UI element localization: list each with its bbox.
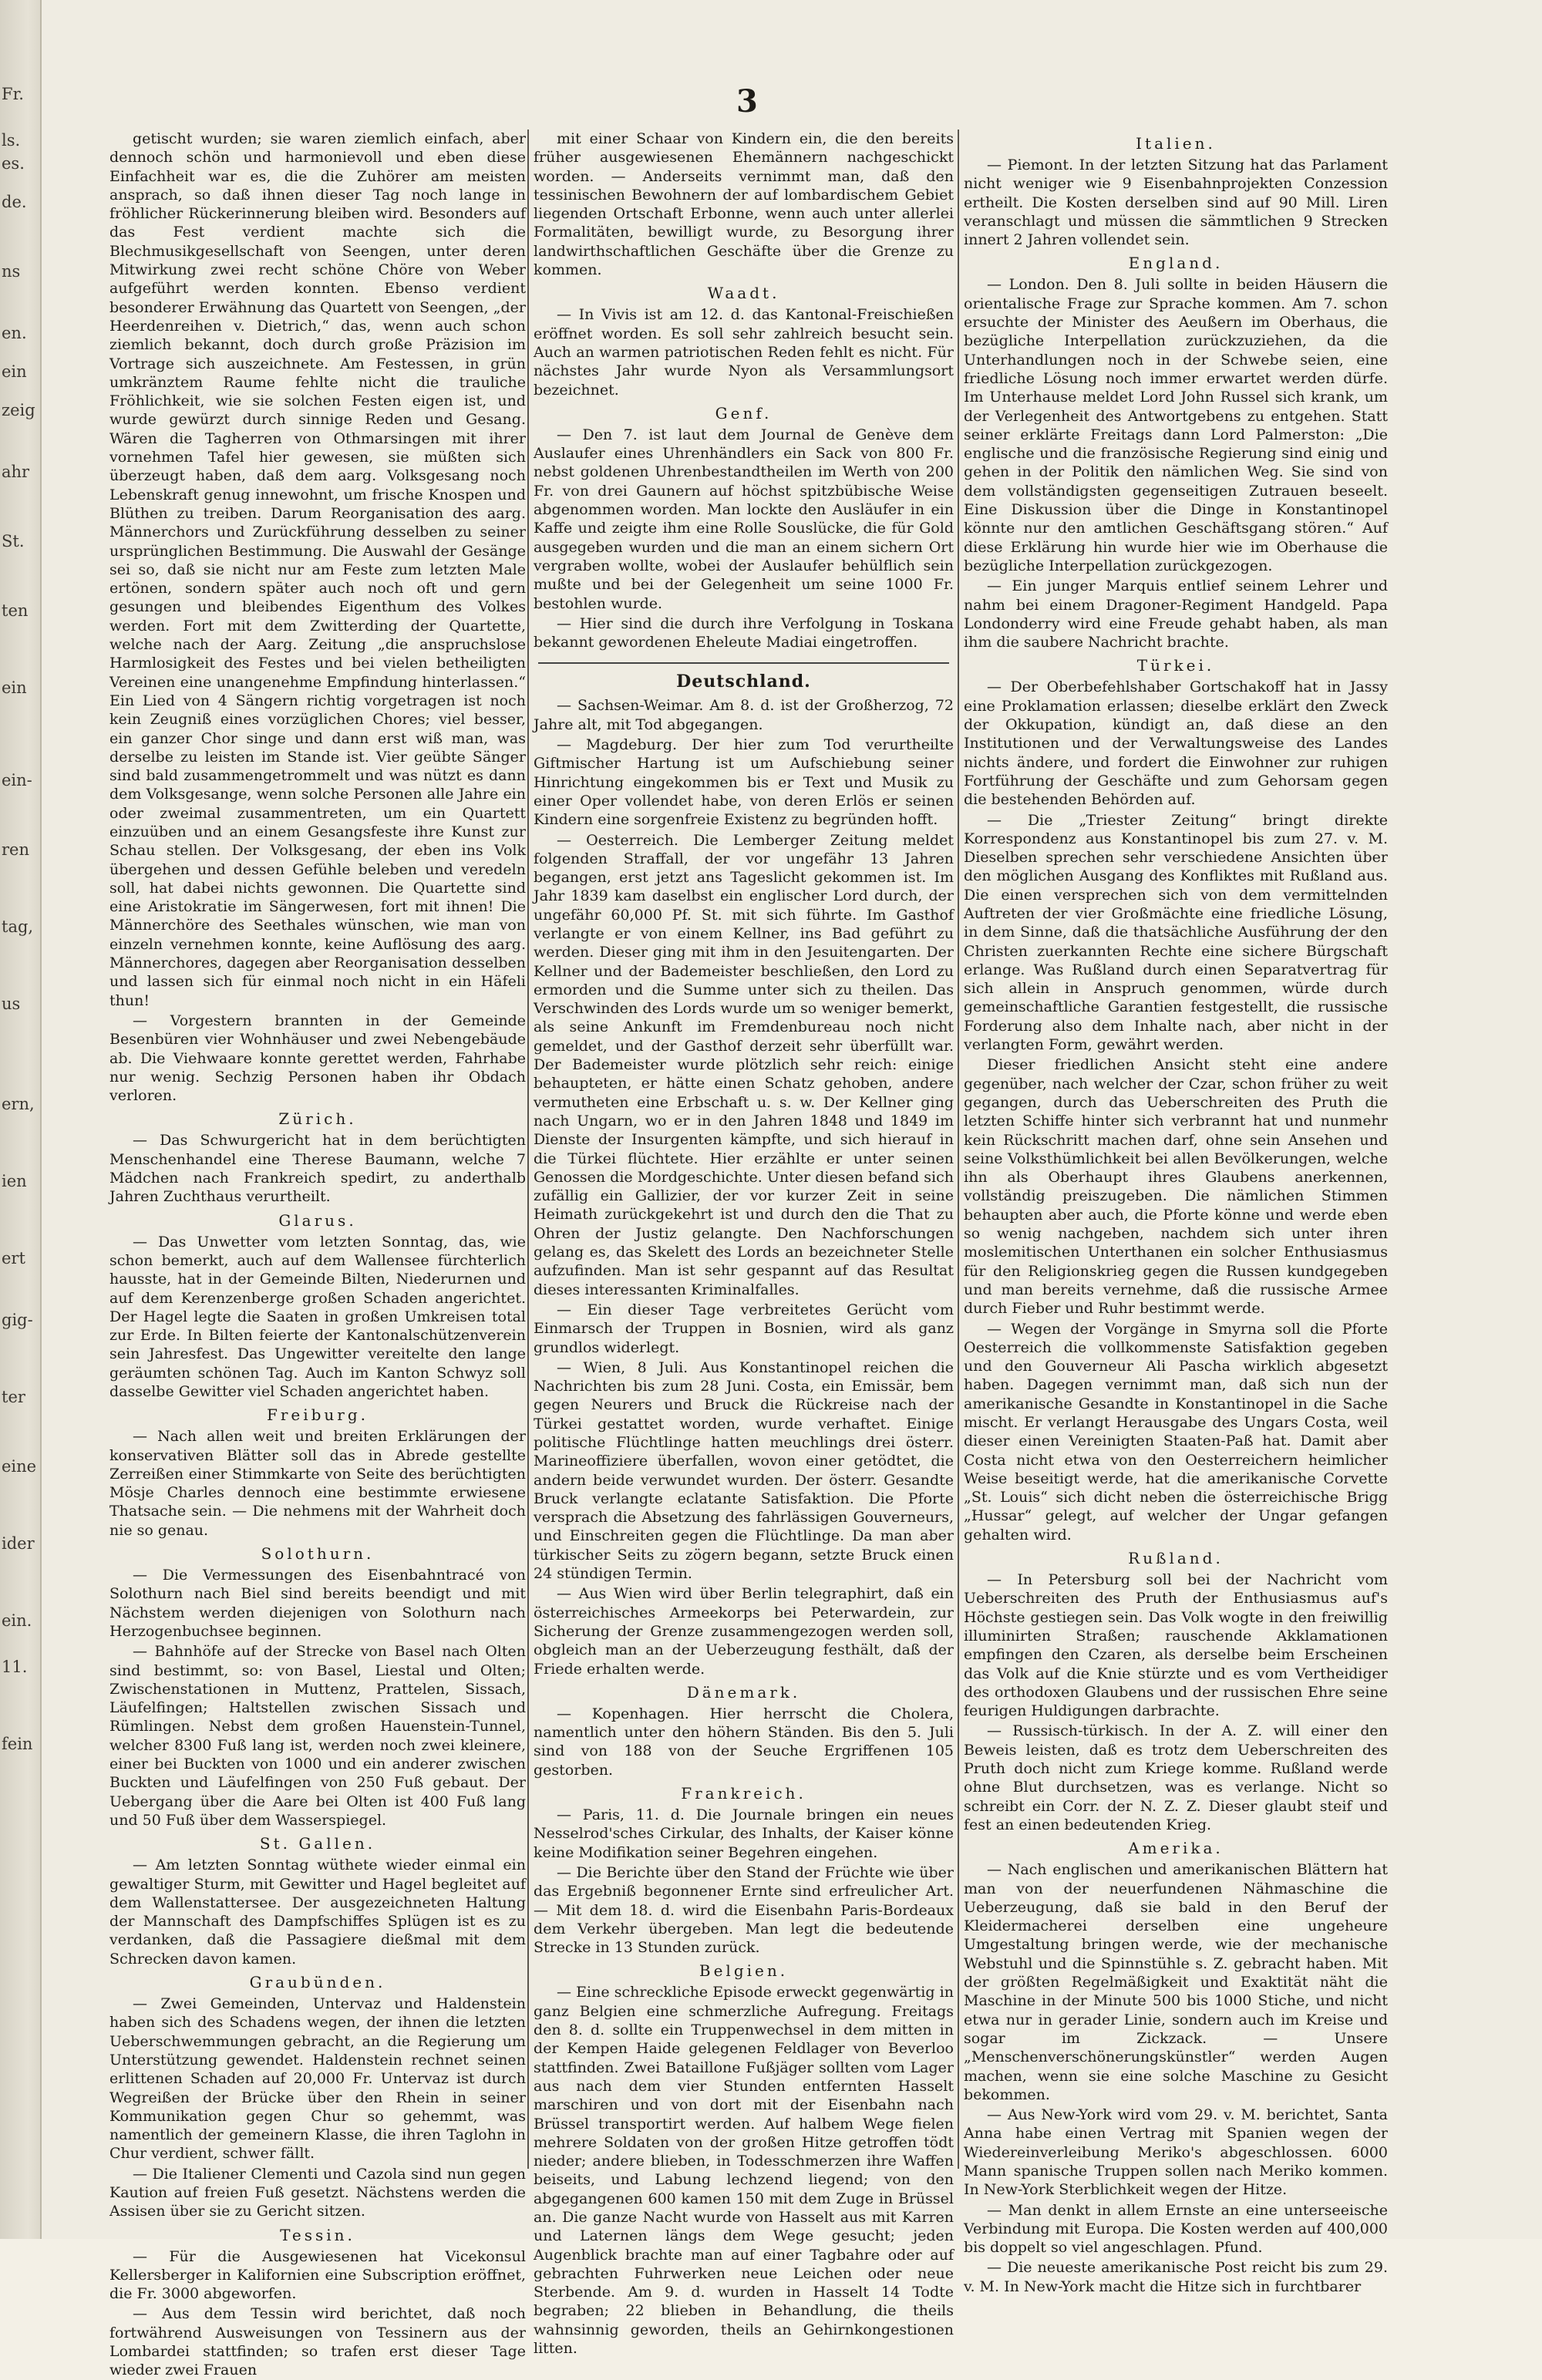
section-divider [538, 662, 949, 664]
article-paragraph: — Die „Triester Zeitung“ bringt direkte Korrespondenz aus Konstantinopel bis zum 27. v. M. Dieselben sprechen sehr verschiedene Ansichten über den möglichen Ausgang des Konfliktes mit Rußland aus. Die einen versprechen sich von dem vermittelnden Auftreten der vier Großmächte eine friedliche Lösung, in dem Sinne, daß die thatsächliche Ausführung der den Christen zuerkannten Rechte eine sichere Bürgschaft erlange. Was Rußland durch einen Separatvertrag für sich allein in Anspruch genommen, würde durch gemeinschaftliche Garantien festgestellt, die russische Forderung also dem Inhalte nach, aber nicht in der verlangten Form, gewährt werden. [964, 811, 1388, 1054]
page-number: 3 [736, 83, 758, 120]
section-heading: England. [1128, 254, 1224, 273]
article-paragraph: — Der Oberbefehlshaber Gortschakoff hat in Jassy eine Proklamation erlassen; dieselbe erklärt den Zweck der Okkupation, kündigt an, daß diese an den Institutionen und der Verwaltungsweise des Landes nichts ändere, und fordert die Einwohner zur ruhigen Fortführung der Geschäfte und zum Gehorsam gegen die bestehenden Behörden auf. [964, 678, 1388, 809]
column-rule [527, 130, 529, 2169]
article-paragraph: — London. Den 8. Juli sollte in beiden Häusern die orientalische Frage zur Sprache kommen. Am 7. schon ersuchte der Minister des Aeußern im Oberhaus, die bezügliche Interpellation zurückzuziehen, da die Unterhandlungen noch in der Schwebe seien, eine friedliche Lösung noch immer erwartet werden dürfe. Im Unterhause meldet Lord John Russel sich krank, um der Verlegenheit des Antwortgebens zu entgehen. Statt seiner erklärte Freitags dann Lord Palmerston: „Die englische und die französische Regierung sind einig und gehen in der Politik den nämlichen Weg. Sie sind von dem vollständigsten gegenseitigen Zutrauen beseelt. Eine Diskussion über die Dinge in Konstantinopel könnte nur den amtlichen Geschäftsgang stören.“ Auf diese Erklärung hin wurde hier wie im Oberhause die bezügliche Interpellation zurückgezogen. [964, 276, 1388, 574]
article-paragraph: — In Vivis ist am 12. d. das Kantonal-Freischießen eröffnet worden. Es soll sehr zahlreich besucht sein. Auch an warmen patriotischen Reden fehlt es nicht. Für nächstes Jahr wurde Nyon als Versammlungsort bezeichnet. [534, 306, 954, 399]
section-heading: Zürich. [278, 1109, 357, 1129]
article-paragraph: — Die Berichte über den Stand der Früchte wie über das Ergebniß begonnener Ernte sind erfreulicher Art. — Mit dem 18. d. wird die Eisenbahn Paris-Bordeaux dem Verkehr übergeben. Man legt die bedeutende Strecke in 13 Stunden zurück. [534, 1863, 954, 1957]
column-rule [958, 130, 959, 2169]
article-paragraph: — Nach englischen und amerikanischen Blättern hat man von der neuerfundenen Nähmaschine die Ueberzeugung, daß sie bald in den Beruf der Kleidermacherei derselben eine ungeheure Umgestaltung bringen werde, wie der mechanische Webstuhl und die Spinnstühle s. Z. gebracht haben. Mit der größten Regelmäßigkeit und Exaktität näht die Maschine in der Minute 500 bis 1000 Stiche, und nicht etwa nur in gerader Linie, sondern auch im Kreise und sogar im Zickzack. — Unsere „Menschenverschönerungskünstler“ werden Augen machen, wenn sie eine solche Maschine zu Gesicht bekommen. [964, 1861, 1388, 2103]
article-paragraph: — Aus New-York wird vom 29. v. M. berichtet, Santa Anna habe einen Vertrag mit Spanien wegen der Wiedereinverleibung Meriko's abgeschlossen. 6000 Mann spanische Truppen sollen nach Meriko kommen. In New-York Sterblichkeit wegen der Hitze. [964, 2106, 1388, 2199]
column-2 [534, 130, 954, 2358]
margin-fragment: tag, [2, 917, 34, 936]
article-paragraph: — Die Italiener Clementi und Cazola sind nun gegen Kaution auf freien Fuß gesetzt. Nächstens werden die Assisen über sie zu Gericht sitzen. [109, 2165, 526, 2220]
margin-fragment: ns [2, 262, 21, 281]
section-heading: Freiburg. [266, 1405, 369, 1425]
margin-fragment: eine [2, 1457, 37, 1476]
article-paragraph: — Zwei Gemeinden, Untervaz und Haldenstein haben sich des Schadens wegen, der ihnen die letzten Ueberschwemmungen gebracht, an die Regierung um Unterstützung gewendet. Haldenstein rechnet seinen erlittenen Schaden auf 20,000 Fr. Untervaz ist durch Wegreißen der Brücke über den Rhein in seiner Kommunikation gegen Chur so gehemmt, was namentlich der gemeinern Klasse, die ihren Taglohn in Chur verdient, schwer fällt. [109, 1995, 526, 2163]
article-paragraph: — Das Unwetter vom letzten Sonntag, das, wie schon bemerkt, auch auf dem Wallensee fürchterlich hausste, hat in der Gemeinde Bilten, Niederurnen und auf dem Kerenzenberge großen Schaden angerichtet. Der Hagel legte die Saaten in großen Umkreisen total zur Erde. In Bilten feierte der Kantonalschützenverein sein Jahresfest. Das Ungewitter vereitelte den lange geräumten schönen Tag. Auch im Kanton Schwyz soll dasselbe Gewitter viel Schaden angerichtet haben. [109, 1233, 526, 1400]
article-paragraph: — Den 7. ist laut dem Journal de Genève dem Auslaufer eines Uhrenhändlers ein Sack von 800 Fr. nebst goldenen Uhrenbestandtheilen im Werth von 200 Fr. von drei Gaunern auf höchst spitzbübische Weise abgenommen worden. Man lockte den Ausläufer in ein Kaffe und zeigte ihm eine Rolle Souslücke, die für Gold ausgegeben wurden und die man an einem sichern Ort vergraben wollte, wobei der Auslaufer behülflich sein mußte und bei der Gelegenheit um seine 1000 Fr. bestohlen wurde. [534, 426, 954, 612]
article-paragraph: — Aus dem Tessin wird berichtet, daß noch fortwährend Ausweisungen von Tessinern aus der Lombardei stattfinden; so trafen erst dieser Tage wieder zwei Frauen [109, 2305, 526, 2379]
margin-fragment: ein [2, 678, 27, 697]
article-paragraph: — Nach allen weit und breiten Erklärungen der konservativen Blätter soll das in Abrede gestellte Zerreißen einer Stimmkarte von Seite des berüchtigten Mösje Charles dennoch eine bestimmte erwiesene Thatsache sein. — Die nehmens mit der Wahrheit doch nie so genau. [109, 1428, 526, 1539]
section-heading: Deutschland. [676, 672, 811, 692]
column-3 [964, 130, 1388, 2295]
margin-fragment: ien [2, 1172, 27, 1190]
article-paragraph: — Aus Wien wird über Berlin telegraphirt, daß ein österreichisches Armeekorps bei Peterwardein, zur Sicherung der Grenze zusammengezogen werden soll, obgleich man an der Ueberzeugung festhält, daß der Friede erhalten werde. [534, 1585, 954, 1678]
article-paragraph: — Die neueste amerikanische Post reicht bis zum 29. v. M. In New-York macht die Hitze sich in furchtbarer [964, 2259, 1388, 2295]
section-heading: Glarus. [278, 1210, 357, 1230]
article-paragraph: — Man denkt in allem Ernste an eine unterseeische Verbindung mit Europa. Die Kosten werden auf 400,000 bis doppelt so viel angeschlagen. Pfund. [964, 2201, 1388, 2257]
article-paragraph: — Hier sind die durch ihre Verfolgung in Toskana bekannt gewordenen Eheleute Madiai eingetroffen. [534, 614, 954, 651]
section-heading: Belgien. [699, 1961, 789, 1981]
margin-fragment: de. [2, 193, 27, 211]
section-heading: Italien. [1136, 134, 1216, 153]
margin-fragment: ein. [2, 1611, 32, 1630]
section-heading: Waadt. [707, 284, 780, 303]
column-1 [109, 130, 526, 2379]
article-paragraph: getischt wurden; sie waren ziemlich einfach, aber dennoch schön und harmonievoll und eben diese Einfachheit war es, die die Zuhörer am meisten ansprach, so daß ihnen dieser Tag noch lange in fröhlicher Rückerinnerung bleiben wird. Besonders auf das Fest verdient machte sich die Blechmusikgesellschaft von Seengen, unter deren Mitwirkung zwei recht schöne Chöre von Weber aufgeführt werden konnten. Ebenso verdient besonderer Erwähnung das Quartett von Seengen, „der Heerdenreihen v. Dietrich,“ das, wenn auch schon ziemlich bekannt, doch durch große Präzision im Vortrage sich auszeichnete. Am Festessen, in grün umkränztem Raume fehlte nicht die trauliche Fröhlichkeit, wie sie solchen Festen eigen ist, und wurde gewürzt durch sinnige Reden und Gesang. Wären die Tagherren von Othmarsingen mit ihrer vornehmen Tafel hier gewesen, sie müßten sich überzeugt haben, daß dem aarg. Volksgesang noch Lebenskraft genug innewohnt, um frische Knospen und Blüthen zu treiben. Darum Reorganisation des aarg. Männerchors und Zurückführung desselben zu seiner ursprünglichen Bestimmung. Die Auswahl der Gesänge sei so, daß sie nicht nur am Feste zum letzten Male ertönen, sondern später auch noch oft und gern gesungen und bleibendes Eigenthum des Volkes werden. Fort mit dem Zwitterding der Quartette, welche nach der Aarg. Zeitung „die anspruchslose Harmlosigkeit des Festes und bei vielen betheiligten Vereinen eine unangenehme Empfindung hinterlassen.“ Ein Lied von 4 Sängern richtig vorgetragen ist noch kein Zeugniß eines vorzüglichen Chores; viel besser, ein ganzer Chor singe und dann erst wiß man, was derselbe zu leisten im Stande ist. Vier geübte Sänger sind bald zusammengetrommelt und was nützt es dann dem Volksgesange, wenn solche Personen alle Jahre ein oder zweimal zusammentreten, um ein Quartett einzuüben und an einem Gesangsfeste ihre Kunst zur Schau stellen. Der Volksgesang, der eben ins Volk übergehen und dessen Gefühle beleben und veredeln soll, hat dabei nichts gewonnen. Die Quartette sind eine Aristokratie im Sängerwesen, fort mit ihnen! Die Männerchöre des Seethales wünschen, wie man von einzeln vernehmen konnte, keine Auflösung des aarg. Männerchores, dagegen aber Reorganisation desselben und lassen sich für einmal noch nicht in ein Häfeli thun! [109, 130, 526, 1009]
section-heading: Graubünden. [249, 1973, 386, 1992]
article-paragraph: — Wegen der Vorgänge in Smyrna soll die Pforte Oesterreich die vollkommenste Satisfaktion gegeben und den Gouverneur Ali Pascha wirklich abgesetzt haben. Dagegen vernimmt man, daß sich nun der amerikanische Gesandte in Konstantinopel in die Sache mischt. Er verlangt Herausgabe des Ungars Costa, weil dieser einen Vereinigten Staaten-Paß hat. Damit aber Costa nicht etwa von den Oesterreichern heimlicher Weise beseitigt werde, hat die amerikanische Corvette „St. Louis“ sich dicht neben die österreichische Brigg „Hussar“ gelegt, auf welcher der Ungar gefangen gehalten wird. [964, 1320, 1388, 1543]
margin-fragment: ls. [2, 131, 21, 150]
article-paragraph: — In Petersburg soll bei der Nachricht vom Ueberschreiten des Pruth der Enthusiasmus auf's Höchste gestiegen sein. Das Volk wogte in den freiwillig illuminirten Straßen; rauschende Akklamationen empfingen den Czaren, als derselbe beim Erscheinen das Volk auf die Knie stürzte und es vom Vertheidiger des orthodoxen Glaubens und der russischen Ehre seine feurigen Huldigungen darbrachte. [964, 1571, 1388, 1720]
article-paragraph: — Die Vermessungen des Eisenbahntracé von Solothurn nach Biel sind bereits beendigt und mit Nächstem werden diejenigen von Solothurn nach Herzogenbuchsee beginnen. [109, 1567, 526, 1640]
previous-page-edge [0, 0, 42, 2239]
article-paragraph: — Magdeburg. Der hier zum Tod verurtheilte Giftmischer Hartung ist um Aufschiebung seiner Hinrichtung eingekommen bis er Text und Musik zu einer Oper vollendet habe, von deren Erlös er seinen Kindern eine sorgenfreie Existenz zu begründen hofft. [534, 736, 954, 829]
section-heading: Amerika. [1128, 1839, 1224, 1858]
margin-fragment: ten [2, 601, 29, 620]
margin-fragment: zeig [2, 401, 35, 419]
section-heading: Solothurn. [261, 1544, 375, 1564]
section-heading: St. Gallen. [259, 1834, 376, 1853]
article-paragraph: — Ein dieser Tage verbreitetes Gerücht vom Einmarsch der Truppen in Bosnien, wird als ganz grundlos widerlegt. [534, 1301, 954, 1356]
margin-fragment: ahr [2, 463, 30, 481]
article-paragraph: — Oesterreich. Die Lemberger Zeitung meldet folgenden Straffall, der vor ungefähr 13 Jahren begangen, erst jetzt ans Tageslicht gekommen ist. Im Jahr 1839 kam daselbst ein englischer Lord durch, der ungefähr 60,000 Pf. St. mit sich führte. Im Gasthof verlangte er von einem Kellner, ins Bad geführt zu werden. Dieser ging mit ihm in den Jesuitengarten. Der Kellner und der Bademeister beschließen, den Lord zu ermorden und die Summe unter sich zu theilen. Das Verschwinden des Lords wurde um so weniger bemerkt, als seine Ankunft im Fremdenbureau noch nicht gemeldet, und der Gasthof derzeit sehr überfüllt war. Der Bademeister wurde plötzlich sehr reich: einige behaupteten, er hätte einen Schatz gehoben, andere vermutheten eine Erbschaft u. s. w. Der Kellner ging nach Ungarn, wo er in den Jahren 1848 und 1849 im Dienste der Insurgenten kämpfte, und sich hierauf in die Türkei flüchtete. Hier erzählte er unter seinen Genossen die Mordgeschichte. Unter diesen befand sich zufällig ein Gallizier, der vor kurzer Zeit in seine Heimath zurückgekehrt ist und durch den die That zu Ohren der Justiz gelangte. Den Nachforschungen gelang es, das Skelett des Lords an bezeichneter Stelle aufzufinden. Man ist sehr gespannt auf das Resultat dieses interessanten Kriminalfalles. [534, 831, 954, 1298]
article-paragraph: — Eine schreckliche Episode erweckt gegenwärtig in ganz Belgien eine schmerzliche Aufregung. Freitags den 8. d. sollte ein Truppenwechsel in dem mitten in der Kempen Haide gelegenen Feldlager von Beverloo stattfinden. Zwei Bataillone Fußjäger sollten vom Lager aus nach dem vier Stunden entfernten Hasselt marschiren und von dort mit der Eisenbahn nach Brüssel transportirt werden. Auf halbem Wege fielen mehrere Soldaten von der großen Hitze getroffen tödt nieder; andere blieben, in Todesschmerzen ihre Waffen beiseits, und Labung lechzend liegend; von den abgegangenen 600 kamen 150 mit dem Zuge in Brüssel an. Die ganze Nacht wurde von Hasselt aus mit Karren und Laternen längs dem Wege gesucht; jeden Augenblick brachte man auf einer Tagbahre oder auf gebrachten Fuhrwerken neue Leichen oder neue Sterbende. Am 9. d. wurden in Hasselt 14 Todte begraben; 22 blieben in Behandlung, die theils wahnsinnig geworden, theils an Gehirnkongestionen litten. [534, 1984, 954, 2358]
section-heading: Tessin. [280, 2225, 355, 2244]
margin-fragment: ein [2, 362, 27, 381]
margin-fragment: ein- [2, 771, 32, 789]
article-paragraph: — Bahnhöfe auf der Strecke von Basel nach Olten sind bestimmt, so: von Basel, Liestal und Olten; Zwischenstationen in Muttenz, Prattelen, Sissach, Läufelfingen; Haltstellen zwischen Sissach und Rümlingen. Nebst dem großen Hauenstein-Tunnel, welcher 8300 Fuß lang ist, werden noch zwei kleinere, einer bei Buckten von 1000 und ein anderer zwischen Buckten und Läufelfingen von 250 Fuß gebaut. Der Uebergang über die Aare bei Olten ist 400 Fuß lang und 50 Fuß über dem Wasserspiegel. [109, 1643, 526, 1829]
margin-fragment: Fr. [2, 85, 24, 103]
article-paragraph: — Das Schwurgericht hat in dem berüchtigten Menschenhandel eine Therese Baumann, welche 7 Mädchen nach Frankreich spedirt, zu anderthalb Jahren Zuchthaus verurtheilt. [109, 1132, 526, 1206]
section-heading: Dänemark. [686, 1682, 801, 1702]
margin-fragment: ter [2, 1388, 25, 1406]
article-paragraph: — Wien, 8 Juli. Aus Konstantinopel reichen die Nachrichten bis zum 28 Juni. Costa, ein Emissär, bem gegen Neurers und Bruck die Rückreise nach der Türkei gestattet worden, wurde verhaftet. Einige politische Flüchtlinge hatten meuchlings drei österr. Marineoffiziere überfallen, wovon einer getödtet, die andern beide verwundet wurden. Der österr. Gesandte Bruck verlangte eclatante Satisfaktion. Die Pforte versprach die Absetzung des fahrlässigen Gouverneurs, und Einschreiten gegen die Flüchtlinge. Da man aber türkischer Seits zu zögern begann, setzte Bruck einen 24 stündigen Termin. [534, 1358, 954, 1583]
article-paragraph: — Ein junger Marquis entlief seinem Lehrer und nahm bei einem Dragoner-Regiment Handgeld. Papa Londonderry wird eine Freude gehabt haben, als man ihm die saubere Nachricht brachte. [964, 577, 1388, 651]
article-paragraph: — Russisch-türkisch. In der A. Z. will einer den Beweis leisten, daß es trotz dem Ueberschreiten des Pruth doch nicht zum Kriege komme. Rußland werde ohne Blut durchsetzen, was es verlange. Nicht so schreibt ein Corr. der N. Z. Z. Dieser glaubt steif und fest an einen bedeutenden Krieg. [964, 1722, 1388, 1833]
margin-fragment: fein [2, 1735, 33, 1753]
margin-fragment: St. [2, 532, 25, 550]
article-paragraph: mit einer Schaar von Kindern ein, die den bereits früher ausgewiesenen Ehemännern nachgeschickt worden. — Anderseits vernimmt man, daß den tessinischen Bewohnern der auf lombardischem Gebiet liegenden Ortschaft Erbonne, wenn auch unter allerlei Formalitäten, bewilligt wurde, zu Besorgung ihrer landwirthschaftlichen Geschäfte über die Grenze zu kommen. [534, 130, 954, 279]
margin-fragment: ern, [2, 1095, 35, 1113]
margin-fragment: us [2, 995, 21, 1013]
margin-fragment: ider [2, 1534, 35, 1553]
article-paragraph: Dieser friedlichen Ansicht steht eine andere gegenüber, nach welcher der Czar, schon früher zu weit gegangen, durch das Ueberschreiten des Pruth die letzten Schiffe hinter sich verbrannt hat und nunmehr kein Rückschritt machen darf, ohne sein Ansehen und seine Volksthümlichkeit bei allen Bevölkerungen, welche ihn als Oberhaupt ihres Glaubens anerkennen, vollständig preiszugeben. Die nämlichen Stimmen behaupten aber auch, die Pforte könne und werde eben so wenig nachgeben, nachdem sich unter ihren moslemitischen Unterthanen ein solcher Enthusiasmus für den Religionskrieg gegen die Russen kundgegeben und man bereits vernehme, daß die russische Armee durch Fieber und Ruhr bestimmt werde. [964, 1056, 1388, 1318]
section-heading: Rußland. [1128, 1549, 1224, 1568]
article-paragraph: — Paris, 11. d. Die Journale bringen ein neues Nesselrod'sches Cirkular, des Inhalts, der Kaiser könne keine Modifikation seiner Begehren eingehen. [534, 1806, 954, 1861]
article-paragraph: — Für die Ausgewiesenen hat Vicekonsul Kellersberger in Kalifornien eine Subscription eröffnet, die Fr. 3000 abgeworfen. [109, 2247, 526, 2303]
margin-fragment: ert [2, 1249, 25, 1267]
article-paragraph: — Kopenhagen. Hier herrscht die Cholera, namentlich unter den höhern Ständen. Bis den 5. Juli sind von 188 von der Seuche Ergriffenen 105 gestorben. [534, 1705, 954, 1779]
article-paragraph: — Am letzten Sonntag wüthete wieder einmal ein gewaltiger Sturm, mit Gewitter und Hagel begleitet auf dem Wallenstattersee. Der ausgezeichneten Haltung der Mannschaft des Dampfschiffes Splügen ist es zu verdanken, daß die Passagiere dießmal mit dem Schrecken davon kamen. [109, 1857, 526, 1968]
margin-fragment: es. [2, 154, 25, 173]
margin-fragment: en. [2, 324, 27, 342]
article-paragraph: — Piemont. In der letzten Sitzung hat das Parlament nicht weniger wie 9 Eisenbahnprojekten Conzession ertheilt. Die Kosten derselben sind auf 90 Mill. Liren veranschlagt und müssen die sämmtlichen 9 Strecken innert 2 Jahren vollendet sein. [964, 157, 1388, 249]
section-heading: Türkei. [1136, 656, 1215, 675]
article-paragraph: — Vorgestern brannten in der Gemeinde Besenbüren vier Wohnhäuser und zwei Nebengebäude ab. Die Viehwaare konnte gerettet werden, Fahrhabe nur wenig. Sechzig Personen haben ihr Obdach verloren. [109, 1012, 526, 1105]
margin-fragment: ren [2, 840, 29, 859]
section-heading: Genf. [715, 403, 773, 422]
section-heading: Frankreich. [681, 1784, 806, 1803]
margin-fragment: 11. [2, 1658, 28, 1676]
margin-fragment: gig- [2, 1311, 33, 1329]
article-paragraph: — Sachsen-Weimar. Am 8. d. ist der Großherzog, 72 Jahre alt, mit Tod abgegangen. [534, 697, 954, 733]
